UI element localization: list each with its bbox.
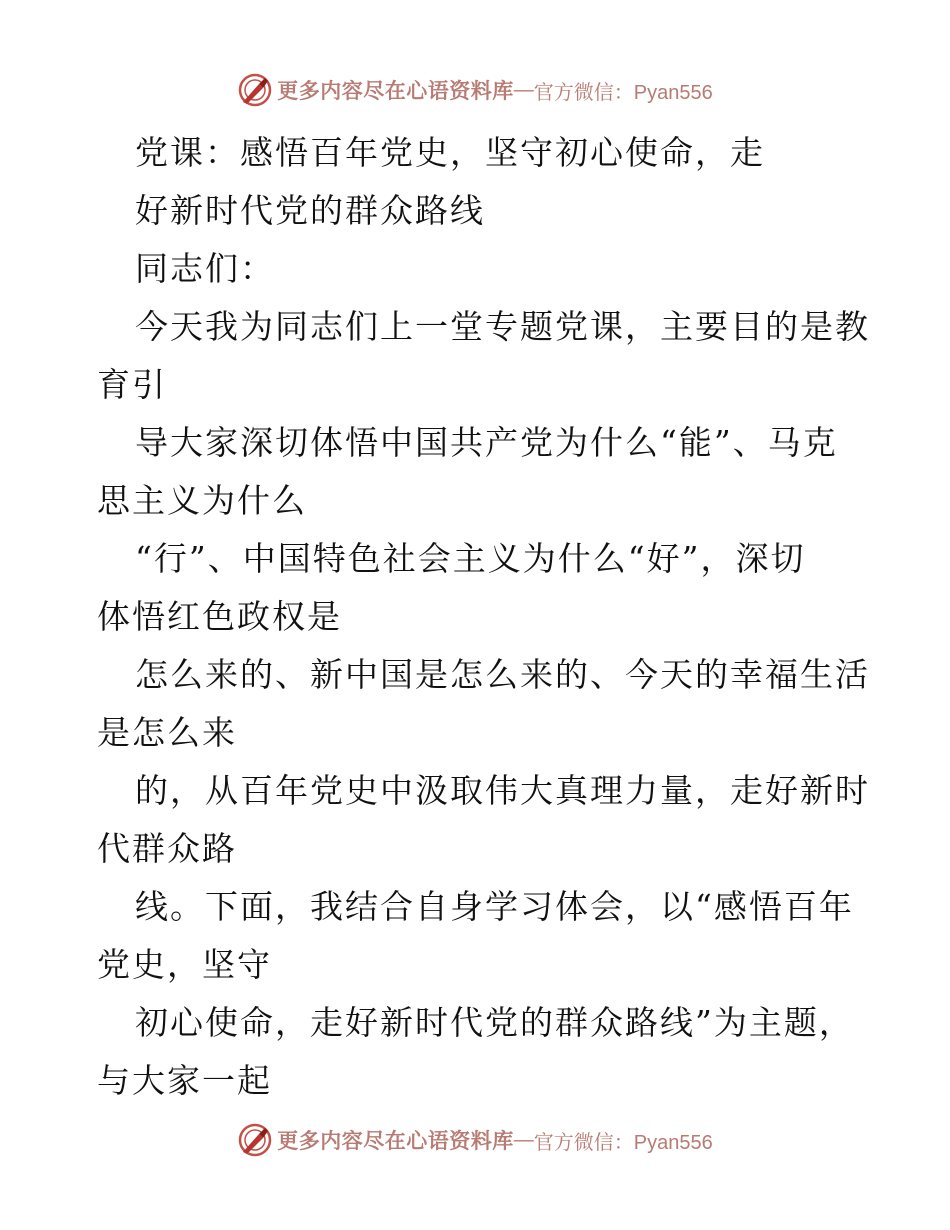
text-line: “行”、中国特色社会主义为什么“好”，深切 (135, 539, 806, 578)
text-line: 育引 (97, 365, 167, 404)
text-line: 代群众路 (97, 829, 237, 868)
text-line: 党课：感悟百年党史，坚守初心使命，走 (135, 133, 765, 172)
text-line: 思主义为什么 (97, 481, 307, 520)
watermark-dash: — (513, 78, 534, 101)
text-line: 今天我为同志们上一堂专题党课，主要目的是教 (135, 307, 870, 346)
text-line: 导大家深切体悟中国共产党为什么“能”、马克 (135, 423, 838, 462)
text-line: 是怎么来 (97, 713, 237, 752)
watermark-text: 更多内容尽在心语资料库 (277, 1128, 514, 1153)
header-watermark (0, 70, 950, 110)
watermark-dash: — (513, 1128, 534, 1151)
text-line: 的，从百年党史中汲取伟大真理力量，走好新时 (135, 771, 870, 810)
text-line: 同志们： (135, 249, 275, 288)
text-line: 怎么来的、新中国是怎么来的、今天的幸福生活 (135, 655, 870, 694)
text-line: 与大家一起 (97, 1061, 272, 1100)
text-line: 党史，坚守 (97, 945, 272, 984)
footer-watermark (0, 1120, 950, 1160)
watermark-text: 更多内容尽在心语资料库 (277, 78, 514, 103)
pen-logo-icon (237, 1122, 273, 1158)
text-line: 好新时代党的群众路线 (135, 191, 485, 230)
pen-logo-icon (237, 72, 273, 108)
text-line: 初心使命，走好新时代党的群众路线”为主题， (135, 1003, 854, 1042)
document-body (97, 124, 870, 1110)
watermark-contact: 官方微信：Pyan556 (533, 1131, 713, 1154)
text-line: 线。下面，我结合自身学习体会，以“感悟百年 (135, 887, 854, 926)
watermark-contact: 官方微信：Pyan556 (533, 81, 713, 104)
text-line: 体悟红色政权是 (97, 597, 342, 636)
